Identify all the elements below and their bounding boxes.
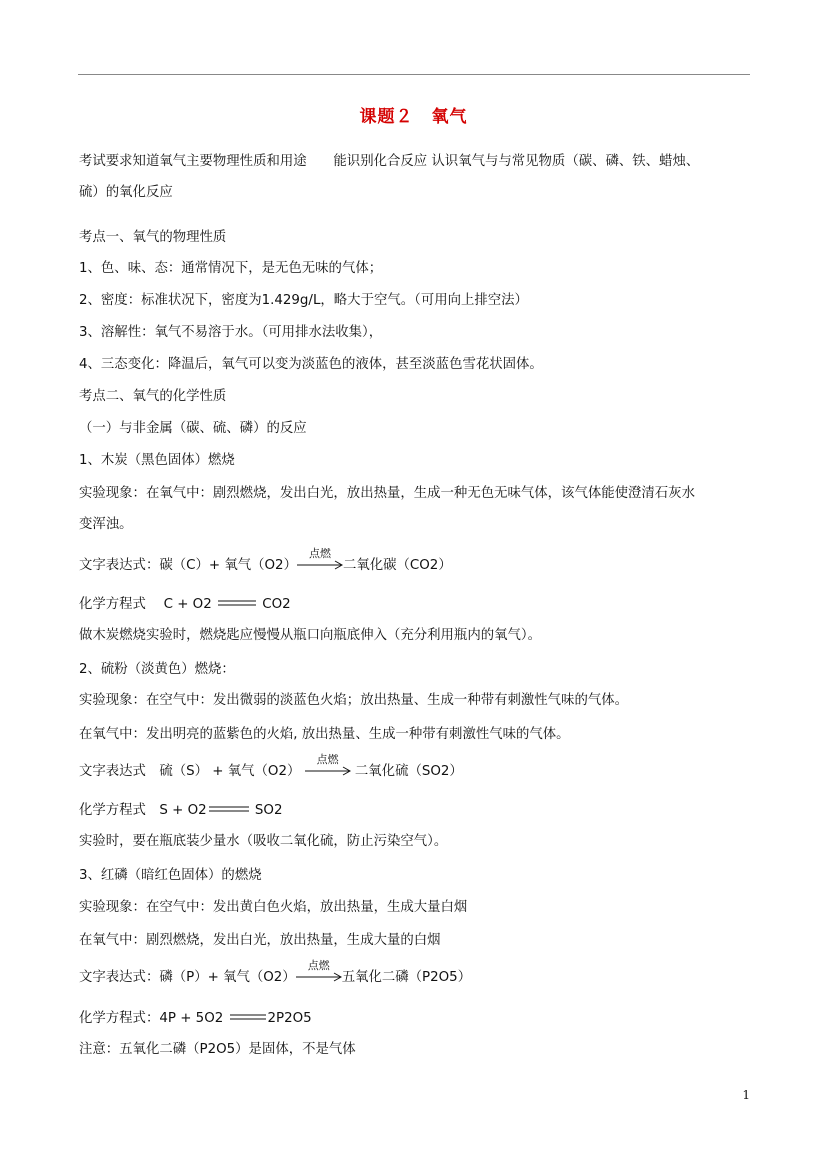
section2-heading: 考点二、氧气的化学性质 (79, 389, 227, 404)
phosphorus-chem-equation (79, 1009, 312, 1028)
page-number: 1 (742, 1088, 750, 1102)
phosphorus-eq-right: 2P2O5 (267, 1011, 312, 1026)
phosphorus-phenomenon-air: 实验现象：在空气中：发出黄白色火焰，放出热量，生成大量白烟 (79, 900, 468, 915)
section1-item-4: 4、三态变化：降温后，氧气可以变为淡蓝色的液体，甚至淡蓝色雪花状固体。 (79, 357, 543, 372)
carbon-word-left: 文字表达式：碳（C）+ 氧气（O2） (79, 558, 297, 573)
phosphorus-word-right: 五氧化二磷（P2O5） (341, 970, 472, 985)
arrow-right-icon (296, 972, 342, 982)
phosphorus-eq-left: 化学方程式：4P + 5O2 (79, 1011, 224, 1026)
phosphorus-phenomenon-o2: 在氧气中：剧烈燃烧，发出白光，放出热量，生成大量的白烟 (79, 933, 441, 948)
carbon-phenomenon-2: 变浑浊。 (79, 517, 133, 532)
intro-line-1: 考试要求知道氧气主要物理性质和用途 能识别化合反应 认识氧气与与常见物质（碳、磷、铁、蜡烛、 (79, 154, 700, 169)
section2-subheading: （一）与非金属（碳、硫、磷）的反应 (79, 421, 307, 436)
carbon-word-equation (79, 547, 452, 575)
sulfur-word-right: 二氧化硫（SO2） (354, 764, 463, 779)
sulfur-word-equation (79, 753, 463, 781)
page-title: 课题２ 氧气 (359, 107, 468, 127)
section1-item-2: 2、密度：标准状况下，密度为1.429g/L，略大于空气。（可用向上排空法） (79, 293, 528, 308)
sulfur-word-left: 文字表达式 硫（S） + 氧气（O2） (79, 764, 301, 779)
carbon-eq-left: 化学方程式 C + O2 (79, 597, 212, 612)
carbon-chem-equation (79, 595, 291, 614)
arrow-label: 点燃 (316, 753, 339, 766)
carbon-heading: 1、木炭（黑色固体）燃烧 (79, 453, 235, 468)
sulfur-phenomenon-air: 实验现象：在空气中：发出微弱的淡蓝色火焰；放出热量、生成一种带有刺激性气味的气体。 (79, 693, 629, 708)
sulfur-heading: 2、硫粉（淡黄色）燃烧： (79, 662, 235, 677)
carbon-phenomenon-1: 实验现象：在氧气中：剧烈燃烧，发出白光，放出热量，生成一种无色无味气体，该气体能使澄清石灰水 (79, 486, 695, 501)
carbon-note: 做木炭燃烧实验时，燃烧匙应慢慢从瓶口向瓶底伸入（充分利用瓶内的氧气）。 (79, 628, 541, 643)
double-line-icon (207, 805, 251, 813)
section1-item-1: 1、色、味、态：通常情况下，是无色无味的气体； (79, 261, 383, 276)
carbon-word-right: 二氧化碳（CO2） (342, 558, 452, 573)
equals-sign (228, 1009, 268, 1027)
arrow-label: 点燃 (308, 547, 331, 560)
sulfur-chem-equation (79, 801, 282, 820)
section1-item-3: 3、溶解性：氧气不易溶于水。（可用排水法收集）， (79, 325, 383, 340)
double-line-icon (216, 599, 258, 607)
sulfur-note: 实验时，要在瓶底装少量水（吸收二氧化硫，防止污染空气）。 (79, 834, 448, 849)
reaction-arrow (296, 959, 342, 982)
equals-sign (216, 595, 258, 613)
arrow-right-icon (297, 560, 343, 570)
section1-heading: 考点一、氧气的物理性质 (79, 230, 227, 245)
double-line-icon (228, 1013, 268, 1021)
arrow-label: 点燃 (307, 959, 330, 972)
phosphorus-word-left: 文字表达式：磷（P）+ 氧气（O2） (79, 970, 296, 985)
carbon-eq-right: CO2 (262, 597, 291, 612)
header-rule (78, 74, 750, 75)
intro-line-2: 硫）的氧化反应 (79, 185, 173, 200)
equals-sign (207, 801, 251, 819)
phosphorus-heading: 3、红磷（暗红色固体）的燃烧 (79, 868, 262, 883)
sulfur-eq-right: SO2 (254, 803, 283, 818)
arrow-right-icon (305, 766, 351, 776)
sulfur-phenomenon-o2: 在氧气中：发出明亮的蓝紫色的火焰, 放出热量、生成一种带有刺激性气味的气体。 (79, 727, 570, 742)
phosphorus-note: 注意：五氧化二磷（P2O5）是固体，不是气体 (79, 1042, 356, 1057)
reaction-arrow (305, 753, 351, 776)
sulfur-eq-left: 化学方程式 S + O2 (79, 803, 207, 818)
reaction-arrow (297, 547, 343, 570)
phosphorus-word-equation (79, 959, 472, 987)
